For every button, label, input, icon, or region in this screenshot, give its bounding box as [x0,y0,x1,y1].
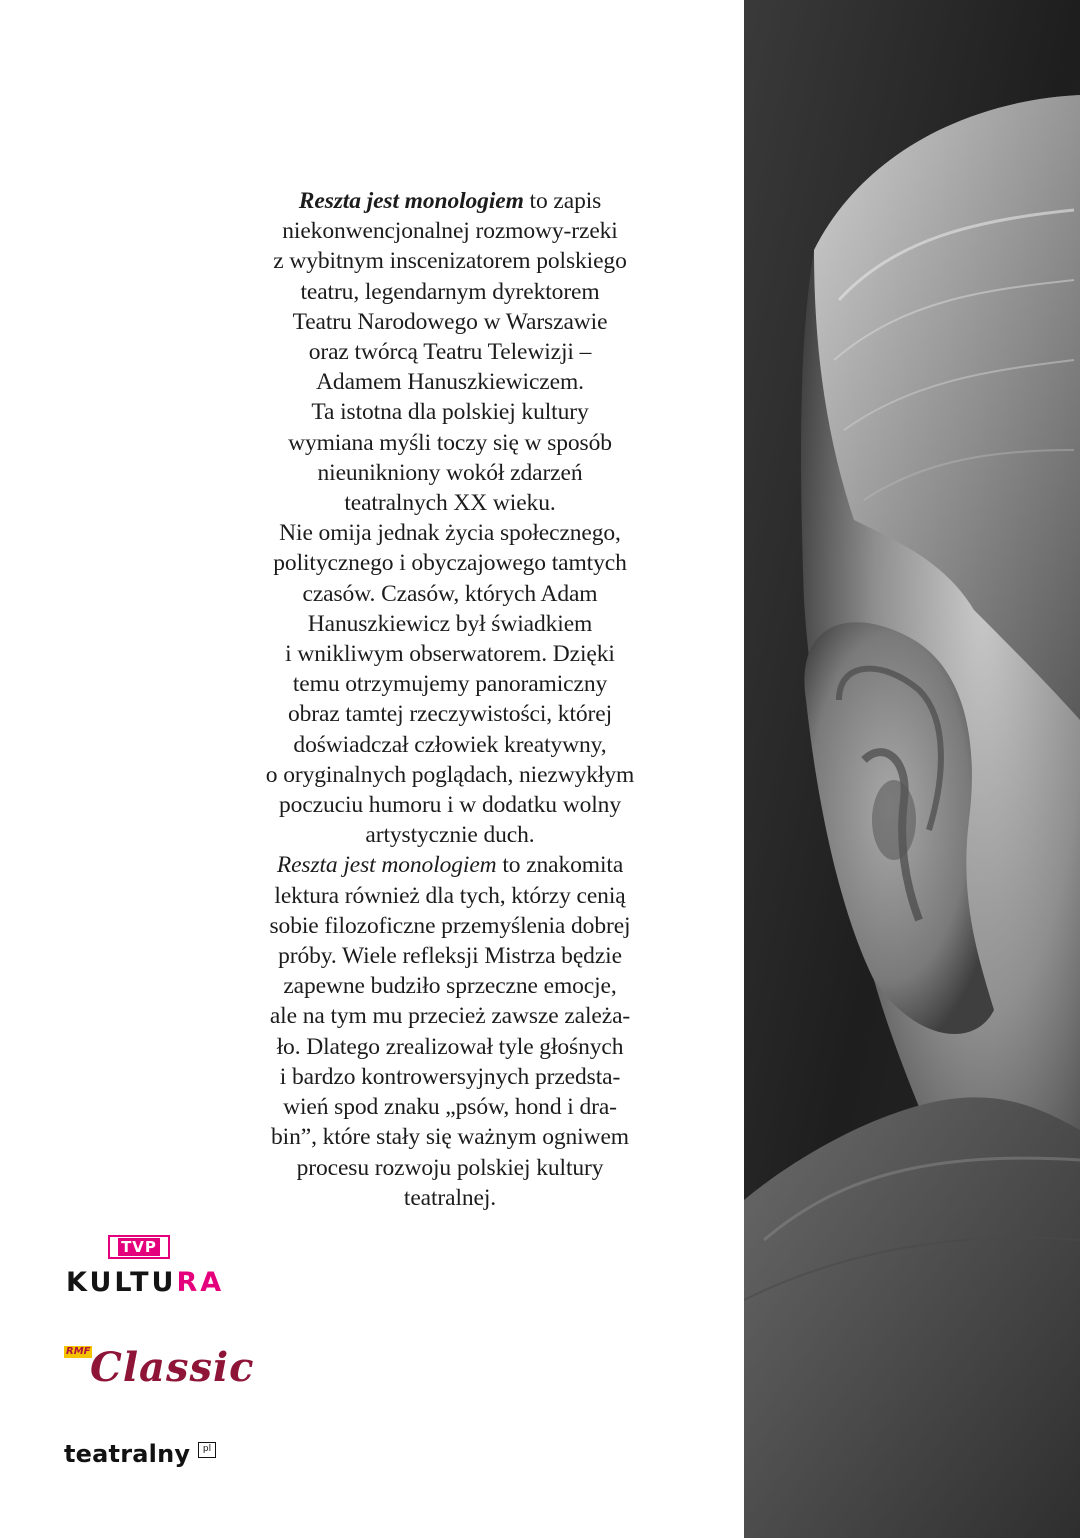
rmf-badge: RMF [66,1346,91,1357]
portrait-photo [744,0,1080,1538]
blurb-text [240,186,660,1213]
paragraph-1: Reszta jest monologiem to zapis niekonwencjonalnej rozmowy-rzeki z wybitnym inscenizatorem polskiego teatru, legendarnym dyrektorem Teatru Narodowego w Warszawie oraz twórcą Teatru Telewizji – Adamem Hanuszkiewiczem. [273,188,627,396]
tvp-kultura-logo [66,1235,225,1305]
paragraph-3: Nie omija jednak życia społecznego, politycznego i obyczajowego tamtych czasów. Czasów, których Adam Hanuszkiewicz był świadkiem i wnikliwym obserwatorem. Dzięki temu otrzymujemy panoramiczny obraz tamtej rzeczywistości, której doświadczał człowiek kreatywny, o oryginalnych poglądach, niezwykłym poczuciu humoru i w dodatku wolny artystycznie duch. [265,520,635,849]
book-title-italic: Reszta jest monologiem [276,852,497,879]
teatralny-wordmark: teatralny [64,1440,191,1468]
kultura-wordmark: KULTURA [66,1267,225,1298]
teatralny-logo [64,1440,224,1480]
rmf-classic-logo [64,1342,255,1402]
tvp-badge: TVP [108,1235,170,1259]
paragraph-4: Reszta jest monologiem to znakomita lektura również dla tych, którzy cenią sobie filozoficzne przemyślenia dobrej próby. Wiele refleksji Mistrza będzie zapewne budziło sprzeczne emocje, ale na tym mu przecież zawsze zależa- ło. Dlatego zrealizował tyle głośnych i bardzo kontrowersyjnych przedsta- wień spod znaku „psów, hond i dra- bin”, które stały się ważnym ogniwem procesu rozwoju polskiej kultury teatralnej. [269,852,631,1211]
classic-wordmark: Classic [90,1344,255,1391]
portrait-ear-image [744,0,1080,1538]
paragraph-2: Ta istotna dla polskiej kultury wymiana myśli toczy się w sposób nieunikniony wokół zdarzeń teatralnych XX wieku. [288,399,612,517]
book-title: Reszta jest monologiem [298,188,524,214]
pl-badge: pl [198,1442,216,1458]
